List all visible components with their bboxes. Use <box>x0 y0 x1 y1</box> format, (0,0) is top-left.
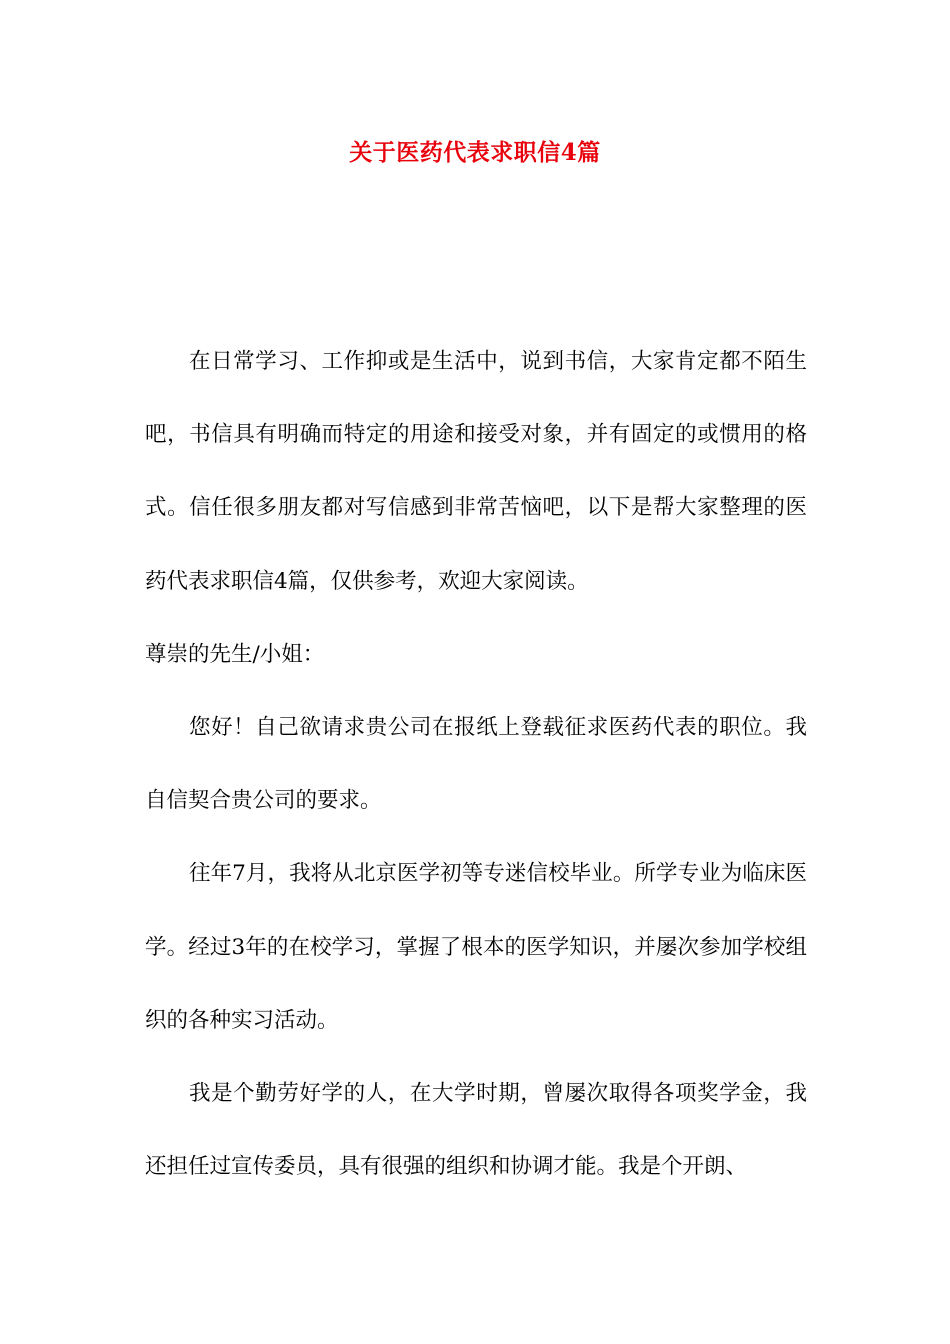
paragraph-education: 往年7月，我将从北京医学初等专迷信校毕业。所学专业为临床医学。经过3年的在校学习，掌握了根本的医学知识，并屡次参加学校组织的各种实习活动。 <box>145 861 807 1033</box>
paragraph-intro: 在日常学习、工作抑或是生活中，说到书信，大家肯定都不陌生吧，书信具有明确而特定的用途和接受对象，并有固定的或惯用的格式。信任很多朋友都对写信感到非常苦恼吧，以下是帮大家整理的医药代表求职信4篇，仅供参考，欢迎大家阅读。 <box>145 349 807 594</box>
paragraph-greeting: 您好！自己欲请求贵公司在报纸上登载征求医药代表的职位。我自信契合贵公司的要求。 <box>145 715 807 814</box>
document-body <box>145 325 807 1203</box>
paragraph-personal: 我是个勤劳好学的人，在大学时期，曾屡次取得各项奖学金，我还担任过宣传委员，具有很强的组织和协调才能。我是个开朗、 <box>145 1081 807 1180</box>
paragraph-salutation: 尊崇的先生/小姐： <box>145 641 325 667</box>
document-title: 关于医药代表求职信4篇 <box>349 139 601 166</box>
